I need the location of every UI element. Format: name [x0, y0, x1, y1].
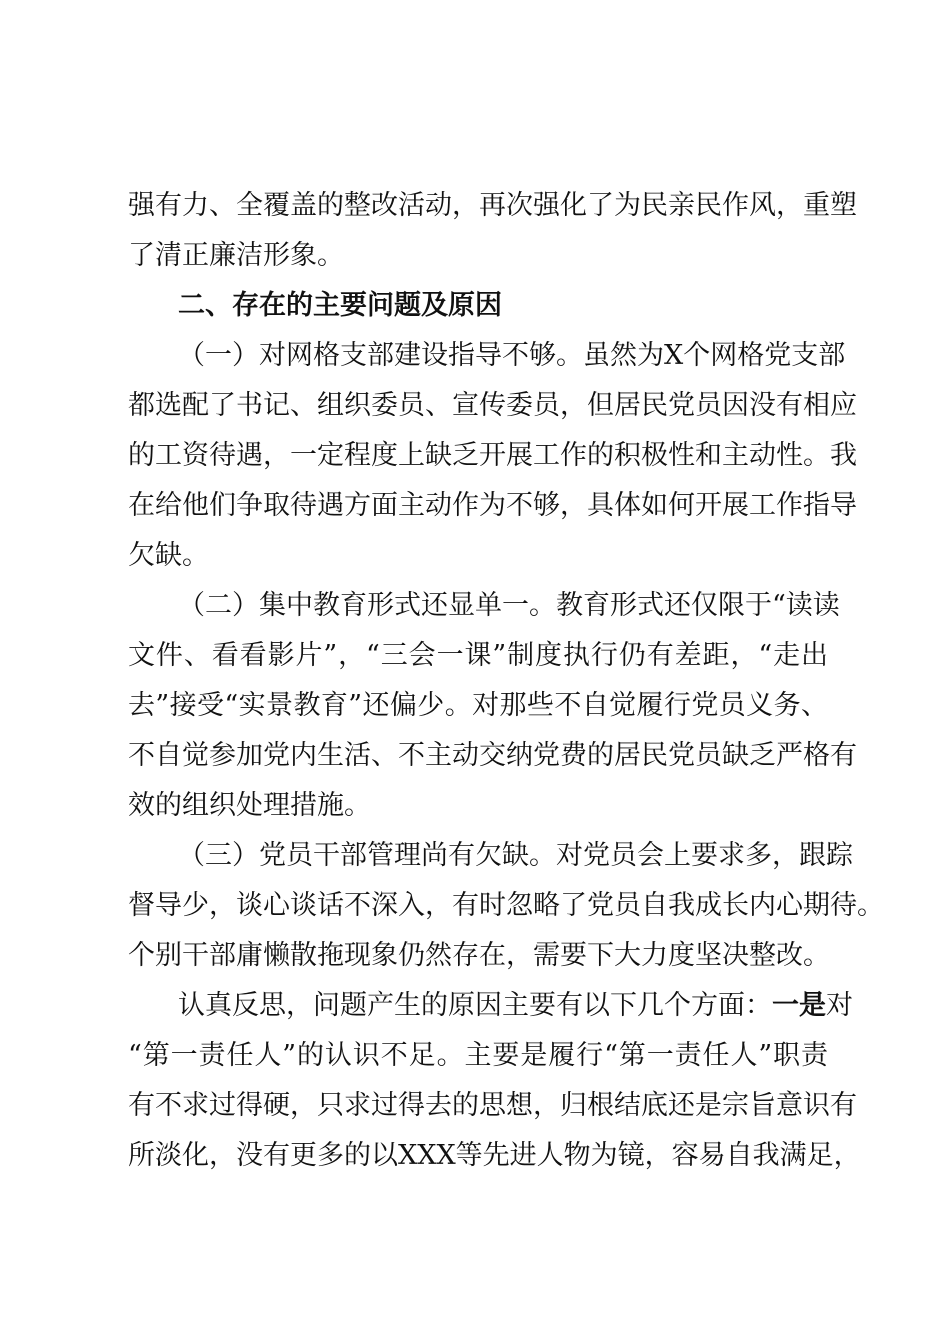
body-text-line: 欠缺。 — [128, 540, 209, 571]
body-text-line: （一）对网格支部建设指导不够。虽然为X个网格党支部 — [178, 340, 846, 371]
body-text-line: 所淡化，没有更多的以XXX等先进人物为镜，容易自我满足， — [128, 1140, 861, 1171]
body-text-line: 都选配了书记、组织委员、宣传委员，但居民党员因没有相应 — [128, 390, 857, 421]
section-heading: 二、存在的主要问题及原因 — [178, 290, 502, 321]
body-text-line: 不自觉参加党内生活、不主动交纳党费的居民党员缺乏严格有 — [128, 740, 857, 771]
body-text-line: 了清正廉洁形象。 — [128, 240, 344, 271]
body-text-line: 有不求过得硬，只求过得去的思想，归根结底还是宗旨意识有 — [128, 1090, 857, 1121]
body-text-line: 在给他们争取待遇方面主动作为不够，具体如何开展工作指导 — [128, 490, 857, 521]
body-text-line: 文件、看看影片”，“三会一课”制度执行仍有差距，“走出 — [128, 640, 828, 671]
body-text-line: 的工资待遇，一定程度上缺乏开展工作的积极性和主动性。我 — [128, 440, 857, 471]
body-text-line: （三）党员干部管理尚有欠缺。对党员会上要求多，跟踪 — [178, 840, 853, 871]
body-text-line: 去”接受“实景教育”还偏少。对那些不自觉履行党员义务、 — [128, 690, 828, 721]
body-text-line: “第一责任人”的认识不足。主要是履行“第一责任人”职责 — [128, 1040, 828, 1071]
body-text-line: 效的组织处理措施。 — [128, 790, 371, 821]
body-text-line: 个别干部庸懒散拖现象仍然存在，需要下大力度坚决整改。 — [128, 940, 830, 971]
body-text-line: （二）集中教育形式还显单一。教育形式还仅限于“读读 — [178, 590, 840, 621]
body-text-line: 强有力、全覆盖的整改活动，再次强化了为民亲民作风，重塑 — [128, 190, 857, 221]
emphasis-text: 一是 — [772, 990, 826, 1021]
body-text-line: 督导少，谈心谈话不深入，有时忽略了党员自我成长内心期待。 — [128, 890, 884, 921]
body-text-line — [178, 986, 853, 1026]
body-text-segment: 对 — [826, 990, 853, 1021]
body-text-segment: 认真反思，问题产生的原因主要有以下几个方面： — [178, 990, 772, 1021]
